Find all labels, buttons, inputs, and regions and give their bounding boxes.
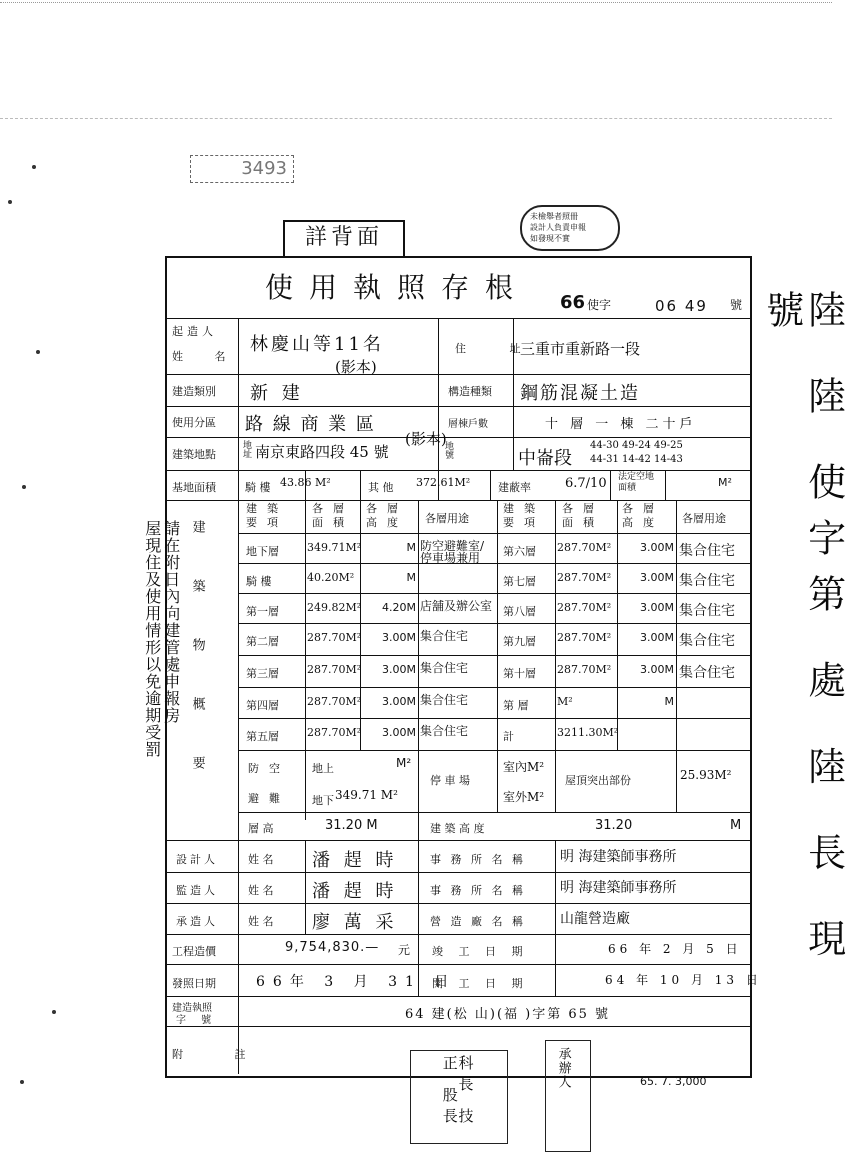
permit-number-value: 06 49 bbox=[655, 297, 708, 315]
verification-stamp bbox=[520, 205, 620, 251]
col-line bbox=[676, 500, 677, 750]
parking-outdoor: 室外M² bbox=[503, 790, 545, 804]
row-line bbox=[165, 996, 750, 997]
col-line bbox=[305, 500, 306, 820]
col-line bbox=[438, 318, 439, 500]
person-office: 明 海建築師事務所 bbox=[560, 880, 677, 896]
left-margin-note-2: 請在附日內向建管處申報房 bbox=[161, 520, 181, 724]
shelter-below-value: 349.71 M² bbox=[335, 788, 398, 802]
col-line bbox=[497, 750, 498, 812]
scan-speck bbox=[20, 1080, 24, 1084]
right-floor-area: M² bbox=[557, 695, 573, 708]
left-floor-name: 第二層 bbox=[246, 635, 279, 648]
detail-back-label: 詳背面 bbox=[304, 225, 383, 250]
permit-number-mid: 使字 bbox=[587, 298, 612, 312]
header-use-left: 各層用途 bbox=[425, 512, 469, 525]
right-floor-use: 集合住宅 bbox=[679, 543, 735, 559]
scan-speck bbox=[32, 165, 36, 169]
row-line bbox=[165, 406, 750, 407]
left-floor-height: M bbox=[406, 571, 416, 584]
row-line bbox=[165, 318, 750, 319]
stamp-line-1: 未檢舉者照冊 bbox=[530, 212, 578, 221]
left-floor-height: 3.00M bbox=[382, 631, 416, 644]
legal-open-label: 法定空地面積 bbox=[618, 472, 655, 493]
lot-section: 中崙段 bbox=[518, 448, 572, 469]
left-floor-use: 防空避難室/停車場兼用 bbox=[420, 539, 485, 565]
archive-number: 3493 bbox=[241, 158, 287, 179]
approval-stamp-1-text: 科長 技正 股長 bbox=[440, 1055, 475, 1129]
coverage-label: 建蔽率 bbox=[498, 481, 531, 494]
applicant-copy-note: (影本) bbox=[335, 358, 377, 376]
right-floor-area: 287.70M² bbox=[557, 663, 612, 676]
arcade-label: 騎 樓 bbox=[245, 481, 271, 494]
left-floor-area: 349.71M² bbox=[307, 541, 362, 554]
row-line bbox=[238, 812, 750, 813]
zoning-label: 使用分區 bbox=[172, 416, 216, 429]
cost-unit: 元 bbox=[398, 943, 411, 957]
header-item-left: 建築要項 bbox=[246, 502, 288, 529]
right-floor-area: 287.70M² bbox=[557, 601, 612, 614]
scan-edge-line-top bbox=[0, 2, 832, 3]
detail-back-box bbox=[283, 220, 405, 258]
parking-indoor: 室內M² bbox=[503, 760, 545, 774]
left-floor-height: M bbox=[406, 541, 416, 554]
building-height-unit: M bbox=[730, 818, 742, 833]
left-floor-use: 集合住宅 bbox=[420, 693, 469, 707]
right-margin-characters: 陸 陸 使字第 處 陸 長 現 號 bbox=[759, 290, 846, 975]
roof-label: 屋頂突出部份 bbox=[565, 774, 631, 787]
row-line bbox=[165, 840, 750, 841]
col-line bbox=[617, 500, 618, 750]
floors-value: 十 層 一 棟 二十戶 bbox=[545, 417, 697, 432]
right-floor-name: 第八層 bbox=[503, 605, 536, 618]
hline-people bbox=[165, 903, 750, 904]
scan-speck bbox=[52, 1010, 56, 1014]
right-floor-height: 3.00M bbox=[640, 601, 674, 614]
left-floor-name: 第四層 bbox=[246, 699, 279, 712]
header-area-right: 各層面積 bbox=[562, 502, 604, 529]
row-line bbox=[165, 437, 750, 438]
left-floor-name: 地下層 bbox=[246, 545, 279, 558]
roof-value: 25.93M² bbox=[680, 768, 732, 782]
right-floor-height: M bbox=[664, 695, 674, 708]
permit-label-1: 建造執照 bbox=[172, 1003, 212, 1014]
right-floor-area: 287.70M² bbox=[557, 571, 612, 584]
other-area: 372.61M² bbox=[416, 476, 471, 489]
left-floor-height: 4.20M bbox=[382, 601, 416, 614]
col-line bbox=[360, 500, 361, 750]
right-floor-name: 第十層 bbox=[503, 667, 536, 680]
col-line bbox=[238, 318, 239, 500]
right-floor-name: 第七層 bbox=[503, 575, 536, 588]
col-line bbox=[490, 470, 491, 500]
right-floor-area: 3211.30M² bbox=[557, 726, 619, 739]
col-line bbox=[418, 812, 419, 840]
build-type-value: 新 建 bbox=[250, 383, 304, 404]
header-area-left: 各層面積 bbox=[312, 502, 354, 529]
right-floor-area: 287.70M² bbox=[557, 541, 612, 554]
approval-stamp-2-text: 承辦人 bbox=[555, 1047, 571, 1089]
floor-height-label: 層 高 bbox=[248, 822, 274, 835]
structure-value: 鋼筋混凝土造 bbox=[520, 383, 640, 404]
applicant-address: 三重市重新路一段 bbox=[520, 340, 641, 358]
left-floor-name: 第一層 bbox=[246, 605, 279, 618]
site-area-label: 基地面積 bbox=[172, 481, 216, 494]
issue-date-label: 發照日期 bbox=[172, 977, 216, 990]
person-name-label: 姓 名 bbox=[248, 884, 274, 897]
permit-number-suffix: 號 bbox=[730, 298, 743, 312]
right-floor-height: 3.00M bbox=[640, 631, 674, 644]
left-floor-name: 騎 樓 bbox=[246, 575, 272, 588]
row-line bbox=[238, 718, 750, 719]
right-floor-height: 3.00M bbox=[640, 541, 674, 554]
person-role: 承造人 bbox=[176, 915, 218, 928]
shelter-above-label: 地上 bbox=[312, 762, 334, 775]
person-office-label: 事 務 所 名 稱 bbox=[430, 853, 526, 866]
left-floor-area: 287.70M² bbox=[307, 663, 362, 676]
right-floor-use: 集合住宅 bbox=[679, 573, 735, 589]
col-line bbox=[676, 750, 677, 812]
coverage-value: 6.7/10 bbox=[565, 476, 607, 491]
other-area-label: 其 他 bbox=[368, 481, 394, 494]
row-line bbox=[238, 593, 750, 594]
right-floor-height: 3.00M bbox=[640, 663, 674, 676]
site-label: 建築地點 bbox=[172, 448, 216, 461]
right-floor-use: 集合住宅 bbox=[679, 633, 735, 649]
parking-label: 停 車 場 bbox=[430, 774, 470, 787]
build-type-label: 建造類別 bbox=[172, 385, 216, 398]
completion-label: 竣 工 日 期 bbox=[432, 945, 529, 958]
remarks-label: 附 註 bbox=[172, 1048, 270, 1061]
col-line bbox=[238, 500, 239, 840]
legal-open-value: M² bbox=[718, 476, 732, 489]
left-floor-area: 287.70M² bbox=[307, 726, 362, 739]
person-name-label: 姓 名 bbox=[248, 915, 274, 928]
left-floor-use: 集合住宅 bbox=[420, 629, 469, 643]
left-floor-area: 40.20M² bbox=[307, 571, 355, 584]
col-line bbox=[555, 840, 556, 996]
person-name: 潘 趕 時 bbox=[312, 850, 398, 871]
permit-number-prefix: 66 bbox=[560, 292, 586, 313]
scan-speck bbox=[36, 350, 40, 354]
row-line bbox=[238, 655, 750, 656]
right-floor-name: 第九層 bbox=[503, 635, 536, 648]
col-line bbox=[418, 500, 419, 750]
right-floor-name: 計 bbox=[503, 730, 514, 743]
person-role: 設計人 bbox=[176, 853, 218, 866]
col-line bbox=[305, 840, 306, 934]
right-floor-use: 集合住宅 bbox=[679, 603, 735, 619]
start-date-label: 開 工 日 期 bbox=[432, 977, 529, 990]
permit-label-2: 字 號 bbox=[176, 1015, 218, 1026]
permit-value: 64 建(松 山)(福 )字第 65 號 bbox=[405, 1007, 611, 1022]
left-floor-height: 3.00M bbox=[382, 663, 416, 676]
shelter-label-1: 防空 bbox=[248, 762, 290, 775]
col-line bbox=[555, 750, 556, 812]
stamp-line-2: 設計人負責申報 bbox=[530, 223, 586, 232]
site-copy-note: (影本) bbox=[405, 430, 447, 448]
left-floor-use: 集合住宅 bbox=[420, 661, 469, 675]
approval-stamp-1 bbox=[410, 1050, 508, 1144]
shelter-label-2: 避難 bbox=[248, 792, 290, 805]
lot-numbers-line-1: 44-30 49-24 49-25 bbox=[590, 440, 683, 451]
header-height-left: 各層高度 bbox=[366, 502, 408, 529]
col-line bbox=[555, 500, 556, 750]
shelter-below-label: 地下 bbox=[312, 794, 334, 807]
left-floor-area: 287.70M² bbox=[307, 695, 362, 708]
applicant-label-1: 起造人 bbox=[172, 325, 217, 338]
person-role: 監造人 bbox=[176, 884, 218, 897]
approval-stamp-2 bbox=[545, 1040, 591, 1152]
cost-label: 工程造價 bbox=[172, 945, 216, 958]
cost-value: 9,754,830.— bbox=[285, 940, 380, 955]
right-floor-area: 287.70M² bbox=[557, 631, 612, 644]
floor-height-value: 31.20 M bbox=[325, 818, 378, 833]
left-floor-use: 集合住宅 bbox=[420, 724, 469, 738]
structure-label: 構造種類 bbox=[448, 385, 492, 398]
person-office-label: 事 務 所 名 稱 bbox=[430, 884, 526, 897]
stamp-line-3: 如發現不實 bbox=[530, 234, 570, 243]
person-office: 明 海建築師事務所 bbox=[560, 849, 677, 865]
person-name: 廖 萬 采 bbox=[312, 912, 398, 933]
row-line bbox=[238, 533, 750, 534]
address-label: 住 址 bbox=[455, 342, 541, 355]
zoning-value: 路 線 商 業 區 bbox=[245, 414, 376, 435]
left-floor-use: 店舖及辦公室 bbox=[420, 599, 493, 613]
row-line bbox=[238, 750, 750, 751]
building-height-label: 建 築 高 度 bbox=[430, 822, 485, 835]
footer-print-code: 65. 7. 3,000 bbox=[640, 1075, 707, 1088]
form-title: 使用執照存根 bbox=[265, 271, 530, 304]
verification-stamp-side bbox=[630, 205, 745, 247]
left-floor-name: 第三層 bbox=[246, 667, 279, 680]
right-floor-height: 3.00M bbox=[640, 571, 674, 584]
scan-speck bbox=[8, 200, 12, 204]
col-line bbox=[418, 750, 419, 812]
completion-date: 66 年 2 月 5 日 bbox=[608, 942, 742, 956]
col-line bbox=[610, 470, 611, 500]
person-name-label: 姓 名 bbox=[248, 853, 274, 866]
col-line bbox=[238, 840, 239, 1074]
left-margin-note-1: 屋現住及使用情形以免逾期受罰 bbox=[142, 520, 162, 758]
row-line bbox=[165, 964, 750, 965]
left-floor-area: 249.82M² bbox=[307, 601, 362, 614]
col-line bbox=[360, 470, 361, 500]
person-office: 山龍營造廠 bbox=[560, 911, 630, 927]
col-line bbox=[497, 500, 498, 750]
applicant-name: 林慶山等11名 bbox=[250, 334, 384, 355]
row-line bbox=[238, 687, 750, 688]
row-line bbox=[238, 623, 750, 624]
applicant-label-2: 姓 名 bbox=[172, 350, 240, 363]
start-date: 64 年 10 月 13 日 bbox=[605, 973, 762, 987]
archive-number-stamp bbox=[190, 155, 294, 183]
person-office-label: 營 造 廠 名 稱 bbox=[430, 915, 526, 928]
site-address: 南京東路四段 45 號 bbox=[255, 443, 389, 461]
col-line bbox=[665, 470, 666, 500]
row-line bbox=[165, 470, 750, 471]
building-height-value: 31.20 bbox=[595, 818, 633, 833]
scan-edge-line bbox=[0, 118, 832, 119]
site-lot-marker: 地號 bbox=[443, 441, 453, 459]
right-floor-name: 第 層 bbox=[503, 699, 529, 712]
header-item-right: 建築要項 bbox=[503, 502, 545, 529]
site-address-marker: 地址 bbox=[241, 440, 251, 458]
row-line bbox=[165, 374, 750, 375]
shelter-above-value: M² bbox=[396, 756, 412, 770]
left-floor-name: 第五層 bbox=[246, 730, 279, 743]
row-line bbox=[165, 1026, 750, 1027]
row-line bbox=[165, 500, 750, 501]
header-use-right: 各層用途 bbox=[682, 512, 726, 525]
left-floor-height: 3.00M bbox=[382, 726, 416, 739]
hline-people bbox=[165, 872, 750, 873]
scan-speck bbox=[22, 485, 26, 489]
floors-label: 層棟戶數 bbox=[448, 419, 488, 430]
person-name: 潘 趕 時 bbox=[312, 881, 398, 902]
left-floor-area: 287.70M² bbox=[307, 631, 362, 644]
arcade-area: 43.86 M² bbox=[280, 476, 331, 489]
issue-date: 66年 3 月 31 日 bbox=[256, 974, 457, 990]
lot-numbers-line-2: 44-31 14-42 14-43 bbox=[590, 454, 683, 465]
header-height-right: 各層高度 bbox=[622, 502, 664, 529]
building-section-label: 建築物概要 bbox=[189, 520, 205, 815]
right-floor-name: 第六層 bbox=[503, 545, 536, 558]
row-line bbox=[165, 934, 750, 935]
right-floor-use: 集合住宅 bbox=[679, 665, 735, 681]
left-floor-height: 3.00M bbox=[382, 695, 416, 708]
